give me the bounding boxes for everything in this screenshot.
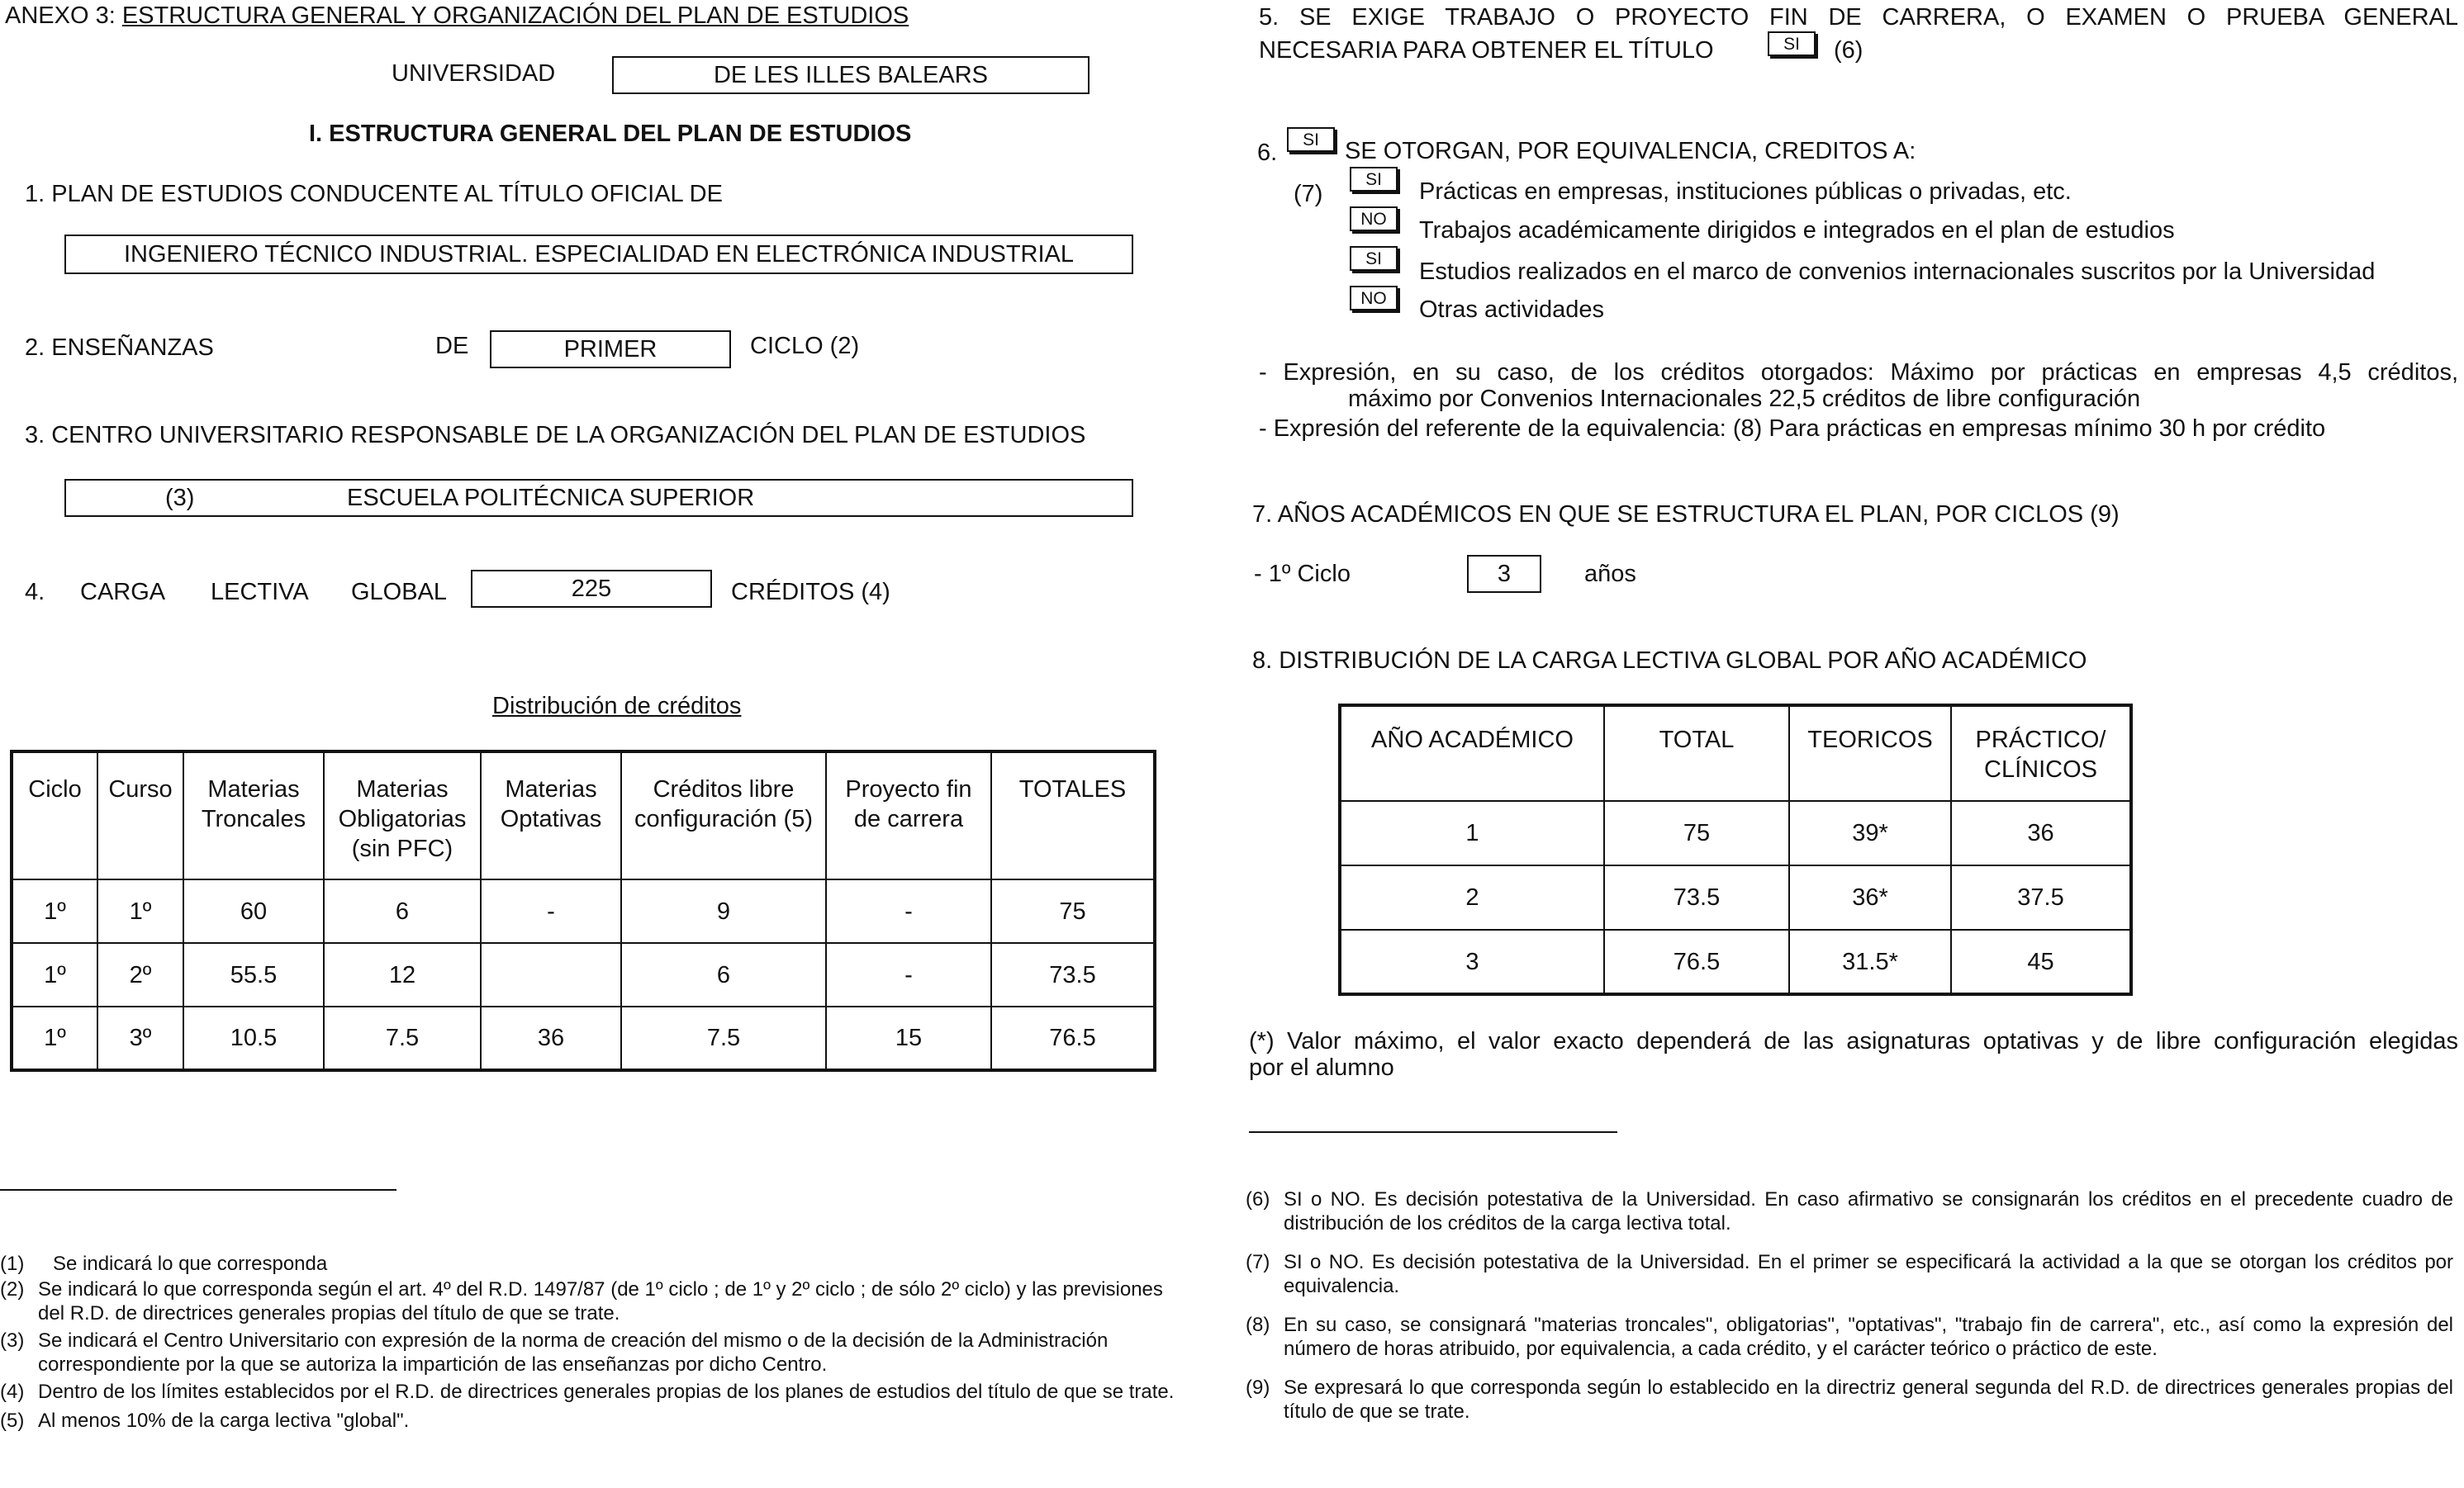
right-footnotes <box>1246 1187 2453 1424</box>
footnote-number: (2) <box>0 1278 25 1301</box>
footnote-text: SI o NO. Es decisión potestativa de la Universidad. En caso afirmativo se consignarán los créditos en el precedente cuadro de distribución de los créditos de la carga lectiva total. <box>1284 1188 2453 1234</box>
item2-suffix: CICLO (2) <box>750 333 860 359</box>
credits-header-cell: Curso <box>97 751 183 879</box>
footnote-text: Se indicará lo que corresponda según el art. 4º del R.D. 1497/87 (de 1º ciclo ; de 1º y 2º ciclo ; de sólo 2º ciclo) y las previsiones del R.D. de directrices generales propias del título de que se trate. <box>38 1278 1163 1325</box>
years-cell: 75 <box>1604 801 1789 865</box>
credits-row <box>12 943 1155 1007</box>
item5-line2: NECESARIA PARA OBTENER EL TÍTULO <box>1259 37 1714 64</box>
years-header-cell: TOTAL <box>1604 705 1789 801</box>
degree-title-field: INGENIERO TÉCNICO INDUSTRIAL. ESPECIALIDAD EN ELECTRÓNICA INDUSTRIAL <box>64 235 1133 274</box>
credits-cell: 15 <box>826 1007 991 1070</box>
cycle-field: PRIMER <box>490 330 731 368</box>
footnote-number: (1) <box>0 1253 25 1275</box>
footnote-number: (5) <box>0 1410 25 1432</box>
credits-header-cell: Materias Optativas <box>481 751 621 879</box>
annex-label: ANEXO 3: <box>5 2 116 29</box>
note-line2: por el alumno <box>1249 1054 1394 1081</box>
footnote-rule <box>1249 1131 1617 1133</box>
item8-label: 8. DISTRIBUCIÓN DE LA CARGA LECTIVA GLOBAL POR AÑO ACADÉMICO <box>1252 647 2087 674</box>
credits-cell <box>481 943 621 1007</box>
credits-cell: 7.5 <box>324 1007 481 1070</box>
footnote <box>0 1409 1189 1433</box>
credits-cell: 55.5 <box>183 943 324 1007</box>
credits-header-cell: Materias Obligatorias (sin PFC) <box>324 751 481 879</box>
credits-cell: 1º <box>12 1007 97 1070</box>
item6-ref: (7) <box>1294 181 1323 207</box>
item5-ref: (6) <box>1834 37 1863 64</box>
credits-cell: 2º <box>97 943 183 1007</box>
footnote-text: Se indicará el Centro Universitario con expresión de la norma de creación del mismo o de la decisión de la Administración correspondiente por la que se autoriza la impartición de las enseñanzas por dicho Centro. <box>38 1329 1109 1376</box>
center-ref: (3) <box>165 484 195 511</box>
years-cell: 76.5 <box>1604 930 1789 994</box>
credits-cell: 1º <box>97 879 183 943</box>
left-footnotes <box>0 1252 1189 1433</box>
center-field <box>64 479 1133 517</box>
option-label: Trabajos académicamente dirigidos e integrados en el plan de estudios <box>1419 217 2175 244</box>
years-cell: 31.5* <box>1789 930 1951 994</box>
credits-cell: 60 <box>183 879 324 943</box>
footnote-text: Dentro de los límites establecidos por el R.D. de directrices generales propias de los planes de estudios del título de que se trate. <box>38 1381 1175 1403</box>
credits-row <box>12 879 1155 943</box>
years-header-cell: PRÁCTICO/ CLÍNICOS <box>1951 705 2131 801</box>
expression-line2: máximo por Convenios Internacionales 22,5 créditos de libre configuración <box>1348 386 2141 412</box>
credits-field: 225 <box>471 570 712 608</box>
item2-de: DE <box>435 333 469 359</box>
years-cell: 37.5 <box>1951 865 2131 930</box>
item7-label: 7. AÑOS ACADÉMICOS EN QUE SE ESTRUCTURA EL PLAN, POR CICLOS (9) <box>1252 501 2120 528</box>
footnote <box>1246 1187 2453 1235</box>
footnote-text: En su caso, se consignará "materias troncales", obligatorias", "optativas", "trabajo fin de carrera", etc., así como la expresión del número de horas atribuido, por equivalencia, a cada crédito, y el carácter teórico o práctico de este. <box>1284 1314 2453 1360</box>
footnote <box>0 1277 1189 1325</box>
footnote-number: (6) <box>1246 1188 1270 1211</box>
item4-word-lectiva: LECTIVA <box>211 579 309 605</box>
years-cell: 2 <box>1340 865 1604 930</box>
credits-cell: 6 <box>324 879 481 943</box>
note-line1: (*) Valor máximo, el valor exacto dependerá de las asignaturas optativas y de libre configuración elegidas <box>1249 1028 2458 1054</box>
annex-heading <box>5 2 909 30</box>
center-value: ESCUELA POLITÉCNICA SUPERIOR <box>347 484 755 511</box>
item4-word-global: GLOBAL <box>351 579 448 605</box>
option-label: Estudios realizados en el marco de convenios internacionales suscritos por la Universidad <box>1419 258 2376 285</box>
item4-suffix: CRÉDITOS (4) <box>731 579 890 605</box>
footnote-number: (3) <box>0 1329 25 1352</box>
years-cell: 45 <box>1951 930 2131 994</box>
years-field: 3 <box>1467 555 1541 593</box>
credits-cell: - <box>826 943 991 1007</box>
credits-cell: 3º <box>97 1007 183 1070</box>
item7-cycle: - 1º Ciclo <box>1254 561 1351 587</box>
footnote-number: (8) <box>1246 1314 1270 1336</box>
years-cell: 36 <box>1951 801 2131 865</box>
item6-label: SE OTORGAN, POR EQUIVALENCIA, CREDITOS A: <box>1345 138 1916 164</box>
credits-header-cell: Proyecto fin de carrera <box>826 751 991 879</box>
credits-cell: 75 <box>991 879 1155 943</box>
years-cell: 73.5 <box>1604 865 1789 930</box>
footnote-number: (4) <box>0 1381 25 1403</box>
years-header-cell: AÑO ACADÉMICO <box>1340 705 1604 801</box>
option-box: NO <box>1350 286 1398 310</box>
credits-cell: 10.5 <box>183 1007 324 1070</box>
distribution-title: Distribución de créditos <box>492 693 742 719</box>
footnote <box>1246 1250 2453 1298</box>
credits-header-cell: TOTALES <box>991 751 1155 879</box>
item5-line1: 5. SE EXIGE TRABAJO O PROYECTO FIN DE CARRERA, O EXAMEN O PRUEBA GENERAL <box>1259 4 2458 31</box>
credits-cell: 9 <box>621 879 826 943</box>
section-title: I. ESTRUCTURA GENERAL DEL PLAN DE ESTUDIOS <box>309 121 912 147</box>
option-box: SI <box>1350 246 1398 271</box>
footnote-text: Se indicará lo que corresponda <box>53 1253 328 1275</box>
credits-cell: - <box>826 879 991 943</box>
footnote <box>0 1329 1189 1377</box>
footnote <box>0 1252 1189 1276</box>
option-label: Otras actividades <box>1419 296 1605 323</box>
credits-cell: 1º <box>12 943 97 1007</box>
expression-equivalence: - Expresión del referente de la equivalencia: (8) Para prácticas en empresas mínimo 30 h por crédito <box>1259 415 2326 442</box>
years-cell: 36* <box>1789 865 1951 930</box>
credits-cell: 73.5 <box>991 943 1155 1007</box>
option-box: NO <box>1350 206 1398 231</box>
credits-table <box>10 750 1156 1072</box>
footnote-text: Al menos 10% de la carga lectiva "global". <box>38 1410 410 1432</box>
credits-cell: 36 <box>481 1007 621 1070</box>
years-header-cell: TEORICOS <box>1789 705 1951 801</box>
credits-cell: 7.5 <box>621 1007 826 1070</box>
footnote <box>1246 1313 2453 1361</box>
option-box: SI <box>1350 167 1398 192</box>
years-row <box>1340 865 2131 930</box>
credits-cell: 1º <box>12 879 97 943</box>
years-row <box>1340 801 2131 865</box>
credits-cell: 12 <box>324 943 481 1007</box>
item3-label: 3. CENTRO UNIVERSITARIO RESPONSABLE DE LA ORGANIZACIÓN DEL PLAN DE ESTUDIOS <box>25 422 1086 448</box>
item4-num: 4. <box>25 579 45 605</box>
item6-si-box: SI <box>1287 127 1335 152</box>
years-row <box>1340 930 2131 994</box>
credits-header-cell: Ciclo <box>12 751 97 879</box>
footnote-rule <box>0 1189 396 1191</box>
footnote-number: (7) <box>1246 1251 1270 1273</box>
years-cell: 39* <box>1789 801 1951 865</box>
years-header-row <box>1340 705 2131 801</box>
footnote <box>1246 1376 2453 1424</box>
years-cell: 1 <box>1340 801 1604 865</box>
item2-label: 2. ENSEÑANZAS <box>25 334 214 361</box>
years-table <box>1338 704 2133 996</box>
footnote-number: (9) <box>1246 1377 1270 1399</box>
footnote-text: Se expresará lo que corresponda según lo establecido en la directriz general segunda del R.D. de directrices generales propias del título de que se trate. <box>1284 1377 2453 1423</box>
credits-cell: 6 <box>621 943 826 1007</box>
credits-cell: 76.5 <box>991 1007 1155 1070</box>
item6-num: 6. <box>1257 140 1278 166</box>
footnote-text: SI o NO. Es decisión potestativa de la Universidad. En el primer se especificará la actividad a la que se otorgan los créditos por equivalencia. <box>1284 1251 2453 1297</box>
credits-row <box>12 1007 1155 1070</box>
footnote <box>0 1380 1189 1404</box>
item1-label: 1. PLAN DE ESTUDIOS CONDUCENTE AL TÍTULO OFICIAL DE <box>25 181 723 207</box>
credits-cell: - <box>481 879 621 943</box>
item4-word-carga: CARGA <box>80 579 166 605</box>
credits-header-row <box>12 751 1155 879</box>
item7-unit: años <box>1584 561 1636 587</box>
university-field: DE LES ILLES BALEARS <box>612 56 1090 94</box>
credits-header-cell: Materias Troncales <box>183 751 324 879</box>
option-label: Prácticas en empresas, instituciones públicas o privadas, etc. <box>1419 178 2072 205</box>
annex-title: ESTRUCTURA GENERAL Y ORGANIZACIÓN DEL PLAN DE ESTUDIOS <box>121 2 909 29</box>
years-cell: 3 <box>1340 930 1604 994</box>
item5-si-box: SI <box>1768 31 1816 56</box>
credits-header-cell: Créditos libre configuración (5) <box>621 751 826 879</box>
university-label: UNIVERSIDAD <box>392 60 556 87</box>
expression-line1: - Expresión, en su caso, de los créditos otorgados: Máximo por prácticas en empresas 4,5 créditos, <box>1259 359 2458 386</box>
